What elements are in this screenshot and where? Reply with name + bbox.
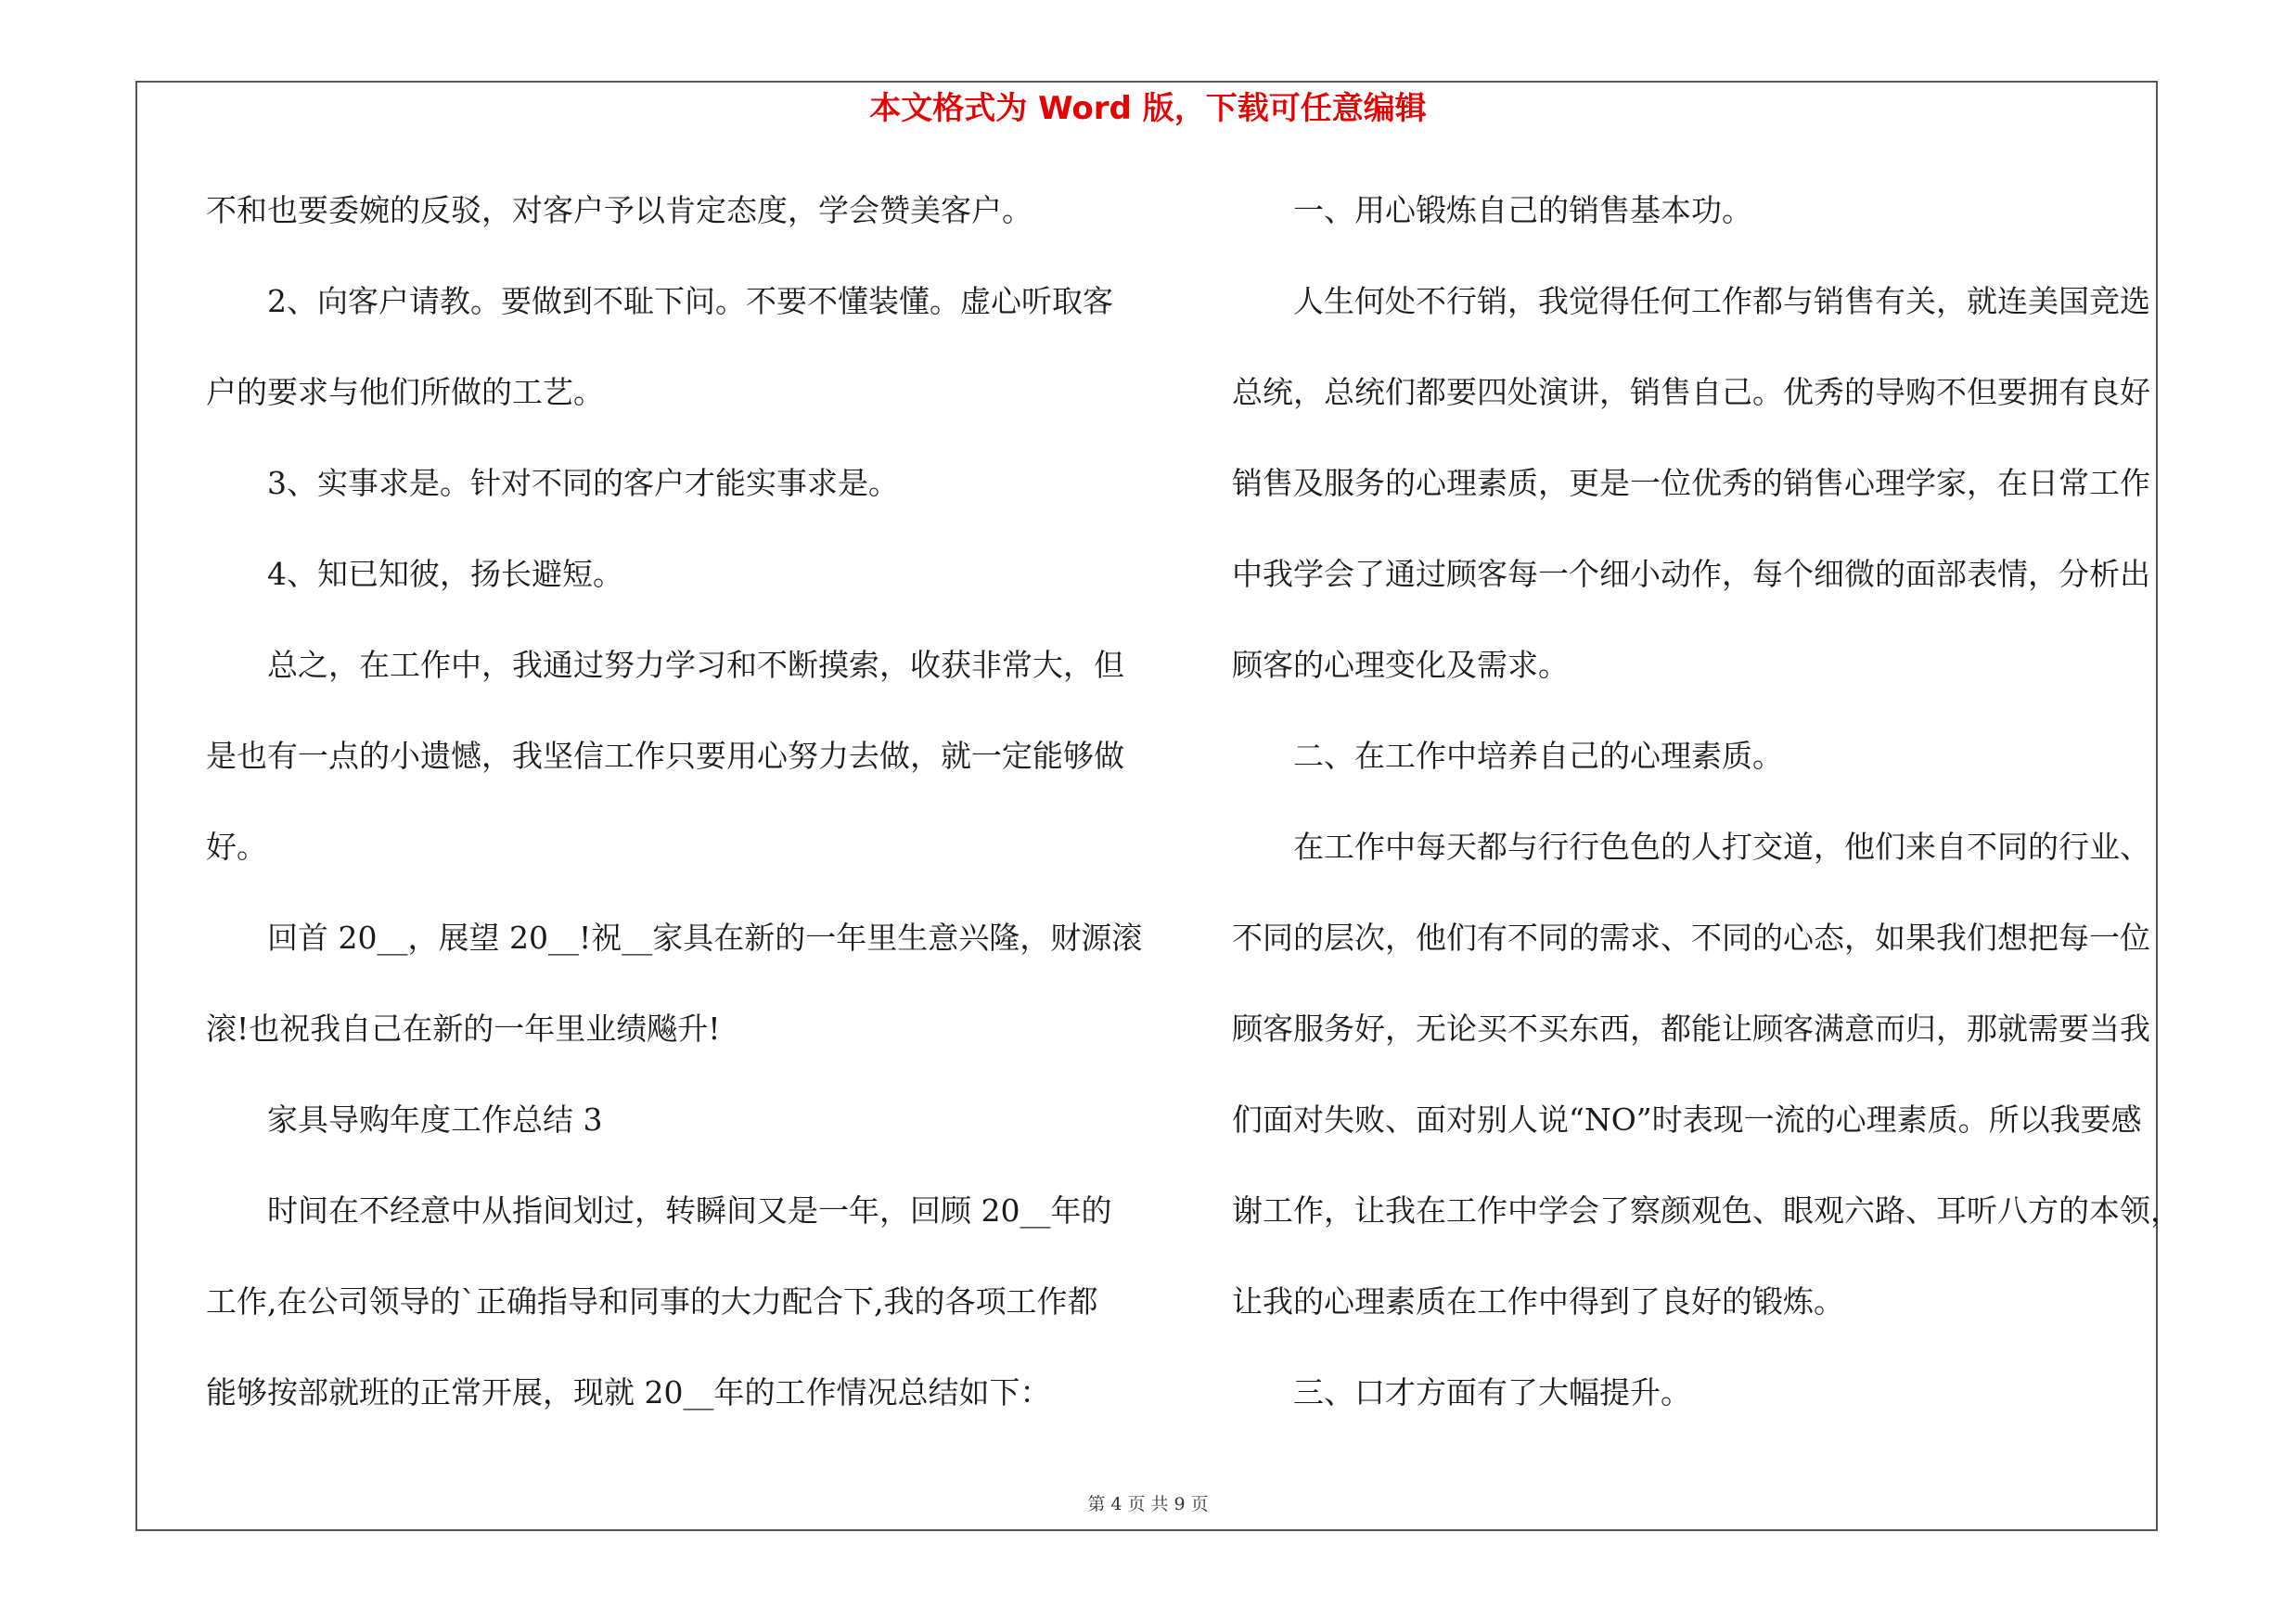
left-line: 工作,在公司领导的`正确指导和同事的大力配合下,我的各项工作都 — [206, 1283, 1098, 1320]
section-heading: 家具导购年度工作总结 3 — [267, 1101, 603, 1138]
left-line: 3、实事求是。针对不同的客户才能实事求是。 — [267, 465, 899, 501]
right-line: 总统，总统们都要四处演讲，销售自己。优秀的导购不但要拥有良好 — [1232, 374, 2150, 410]
right-line: 二、在工作中培养自己的心理素质。 — [1293, 738, 1783, 774]
right-column — [1232, 187, 2181, 1461]
left-line: 好。 — [206, 829, 267, 865]
right-line: 一、用心锻炼自己的销售基本功。 — [1293, 192, 1752, 228]
left-line: 4、知已知彼，扬长避短。 — [267, 556, 623, 592]
left-line: 回首 20__，展望 20__!祝__家具在新的一年里生意兴隆，财源滚 — [267, 920, 1143, 956]
format-banner: 本文格式为 Word 版，下载可任意编辑 — [869, 90, 1427, 127]
right-line: 顾客的心理变化及需求。 — [1232, 647, 1569, 683]
page-number: 第 4 页 共 9 页 — [1087, 1494, 1209, 1514]
left-column — [206, 187, 1143, 1461]
left-line: 户的要求与他们所做的工艺。 — [206, 374, 604, 410]
right-line: 顾客服务好，无论买不买东西，都能让顾客满意而归，那就需要当我 — [1232, 1011, 2150, 1047]
left-line: 2、向客户请教。要做到不耻下问。不要不懂装懂。虚心听取客 — [267, 283, 1113, 319]
left-line: 不和也要委婉的反驳，对客户予以肯定态度，学会赞美客户。 — [206, 192, 1033, 228]
left-line: 滚!也祝我自己在新的一年里业绩飚升! — [206, 1011, 721, 1047]
right-line: 销售及服务的心理素质，更是一位优秀的销售心理学家，在日常工作 — [1232, 465, 2150, 501]
left-line: 是也有一点的小遗憾，我坚信工作只要用心努力去做，就一定能够做 — [206, 738, 1124, 774]
right-line: 不同的层次，他们有不同的需求、不同的心态，如果我们想把每一位 — [1232, 920, 2150, 956]
right-line: 谢工作，让我在工作中学会了察颜观色、眼观六路、耳听八方的本领， — [1232, 1192, 2181, 1229]
left-line: 总之，在工作中，我通过努力学习和不断摸索，收获非常大，但 — [267, 647, 1124, 683]
right-line: 在工作中每天都与行行色色的人打交道，他们来自不同的行业、 — [1293, 829, 2150, 865]
left-line: 能够按部就班的正常开展，现就 20__年的工作情况总结如下： — [206, 1374, 1051, 1410]
right-line: 人生何处不行销，我觉得任何工作都与销售有关，就连美国竞选 — [1293, 283, 2150, 319]
right-line: 让我的心理素质在工作中得到了良好的锻炼。 — [1232, 1283, 1844, 1320]
left-line: 时间在不经意中从指间划过，转瞬间又是一年，回顾 20__年的 — [267, 1192, 1112, 1229]
right-line: 三、口才方面有了大幅提升。 — [1293, 1374, 1691, 1410]
right-line: 中我学会了通过顾客每一个细小动作，每个细微的面部表情，分析出 — [1232, 556, 2150, 592]
right-line: 们面对失败、面对别人说“NO”时表现一流的心理素质。所以我要感 — [1232, 1101, 2142, 1138]
